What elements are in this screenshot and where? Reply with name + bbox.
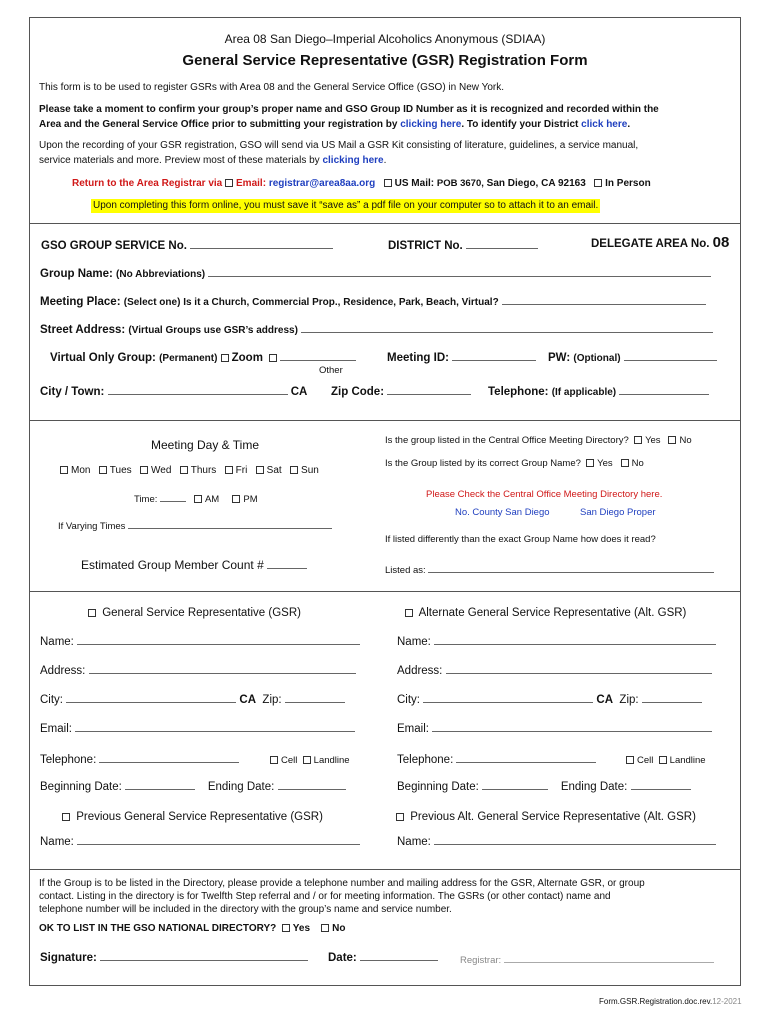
gsr-telephone-field[interactable]: Telephone: xyxy=(40,752,239,767)
alt-begin-input[interactable] xyxy=(482,779,548,790)
gsr-heading: General Service Representative (GSR) xyxy=(88,606,301,620)
city-town-field[interactable]: City / Town: CA xyxy=(40,386,308,398)
gsr-city-field[interactable]: City: CA Zip: xyxy=(40,692,345,707)
day-wed[interactable]: Wed xyxy=(140,465,171,476)
time-input[interactable] xyxy=(160,491,186,502)
directory-info-1: If the Group is to be listed in the Directory, please provide a telephone number and mailing address for the GSR, Alternate GSR, or group xyxy=(39,878,645,889)
alt-gsr-checkbox[interactable] xyxy=(405,609,413,617)
divider xyxy=(29,223,741,224)
day-sat[interactable]: Sat xyxy=(256,465,282,476)
alt-address-field[interactable]: Address: xyxy=(397,663,712,678)
varying-times-field[interactable]: If Varying Times xyxy=(58,518,332,534)
alt-name-field[interactable]: Name: xyxy=(397,634,716,649)
meeting-place-field[interactable]: Meeting Place: (Select one) Is it a Church, Commercial Prop., Residence, Park, Beach, Virtual? xyxy=(40,294,706,310)
date-field[interactable]: Date: xyxy=(328,950,438,965)
gsr-address-field[interactable]: Address: xyxy=(40,663,356,678)
directory-info-3: telephone number will be included in the directory with the group’s name and service number. xyxy=(39,904,452,915)
gsr-checkbox[interactable] xyxy=(88,609,96,617)
kit-text-1: Upon the recording of your GSR registration, GSO will send via US Mail a GSR Kit consisting of literature, guidelines, a service manual, xyxy=(39,140,639,151)
delegate-area: DELEGATE AREA No. 08 xyxy=(591,234,730,251)
form-revision: Form.GSR.Registration.doc.rev.12-2021 xyxy=(599,997,742,1006)
form-title: General Service Representative (GSR) Registration Form xyxy=(182,52,588,69)
alt-email-field[interactable]: Email: xyxy=(397,721,712,736)
org-name: Area 08 San Diego–Imperial Alcoholics Anonymous (SDIAA) xyxy=(224,32,546,46)
virtual-group-row: Virtual Only Group: (Permanent) Zoom xyxy=(50,350,356,366)
name-no-checkbox[interactable] xyxy=(621,459,629,467)
other-input[interactable] xyxy=(280,350,356,361)
signature-field[interactable]: Signature: xyxy=(40,950,308,965)
name-question: Is the Group listed by its correct Group Name? Yes No xyxy=(385,458,644,469)
am-checkbox[interactable] xyxy=(194,495,202,503)
directory-info-2: contact. Listing in the directory is for Twelfth Step referral and / or for meeting information. The GSRs (or other contact) name and xyxy=(39,891,611,902)
gsr-name-field[interactable]: Name: xyxy=(40,634,360,649)
day-sun[interactable]: Sun xyxy=(290,465,319,476)
prev-alt-checkbox[interactable] xyxy=(396,813,404,821)
day-tues[interactable]: Tues xyxy=(99,465,132,476)
group-lookup-link[interactable]: clicking here xyxy=(400,119,462,130)
dir-no-checkbox[interactable] xyxy=(668,436,676,444)
alt-gsr-heading: Alternate General Service Representative (Alt. GSR) xyxy=(405,606,686,620)
time-row: Time: AM PM xyxy=(134,491,258,507)
prev-gsr-checkbox[interactable] xyxy=(62,813,70,821)
day-fri[interactable]: Fri xyxy=(225,465,248,476)
gsr-landline-checkbox[interactable] xyxy=(303,756,311,764)
day-checkboxes xyxy=(60,464,319,478)
gso-number-field[interactable]: GSO GROUP SERVICE No. xyxy=(41,238,333,253)
in-person-checkbox[interactable] xyxy=(594,179,602,187)
gsr-email-field[interactable]: Email: xyxy=(40,721,355,736)
day-thurs[interactable]: Thurs xyxy=(180,465,217,476)
registrar-field: Registrar: xyxy=(460,952,714,968)
alt-end-input[interactable] xyxy=(631,779,691,790)
directory-question: Is the group listed in the Central Office Meeting Directory? Yes No xyxy=(385,435,692,446)
kit-text-2: service materials and more. Preview most of these materials by clicking here. xyxy=(39,155,387,166)
gsr-end-input[interactable] xyxy=(278,779,346,790)
dir-yes-checkbox[interactable] xyxy=(634,436,642,444)
return-line: Return to the Area Registrar via Email: registrar@area8aa.org US Mail: POB 3670, San Diego, CA 92163 In Person xyxy=(72,178,651,189)
prev-alt-heading: Previous Alt. General Service Representative (Alt. GSR) xyxy=(396,810,696,824)
ok-to-list-row: OK TO LIST IN THE GSO NATIONAL DIRECTORY? Yes No xyxy=(39,923,346,934)
gsr-begin-input[interactable] xyxy=(125,779,195,790)
check-directory-notice: Please Check the Central Office Meeting Directory here. xyxy=(426,489,663,500)
prev-alt-name-field[interactable]: Name: xyxy=(397,834,716,849)
save-notice: Upon completing this form online, you must save it “save as” a pdf file on your computer so to attach it to an email. xyxy=(93,200,599,211)
gsr-phone-type: Cell Landline xyxy=(270,754,350,768)
alt-dates: Beginning Date: Ending Date: xyxy=(397,779,691,794)
zoom-checkbox[interactable] xyxy=(221,354,229,362)
divider xyxy=(29,591,741,592)
alt-phone-type: Cell Landline xyxy=(626,754,706,768)
prev-gsr-heading: Previous General Service Representative (GSR) xyxy=(62,810,323,824)
kit-preview-link[interactable]: clicking here xyxy=(322,155,384,166)
email-checkbox[interactable] xyxy=(225,179,233,187)
intro-text: This form is to be used to register GSRs with Area 08 and the General Service Office (GSO) in New York. xyxy=(39,82,505,93)
other-checkbox[interactable] xyxy=(269,354,277,362)
divider xyxy=(29,420,741,421)
street-address-field[interactable]: Street Address: (Virtual Groups use GSR’s address) xyxy=(40,322,713,338)
listed-as-field[interactable]: Listed as: xyxy=(385,562,714,578)
alt-telephone-field[interactable]: Telephone: xyxy=(397,752,596,767)
confirm-text-2: Area and the General Service Office prior to submitting your registration by clicking here. To identify your District click here. xyxy=(39,119,631,130)
group-telephone-field[interactable]: Telephone: (If applicable) xyxy=(488,384,709,400)
day-mon[interactable]: Mon xyxy=(60,465,90,476)
gsr-dates: Beginning Date: Ending Date: xyxy=(40,779,346,794)
zip-code-field[interactable]: Zip Code: xyxy=(331,384,471,399)
alt-cell-checkbox[interactable] xyxy=(626,756,634,764)
confirm-text-1: Please take a moment to confirm your group’s proper name and GSO Group ID Number as it is recognized and recorded within the xyxy=(39,104,659,115)
meeting-title: Meeting Day & Time xyxy=(150,438,260,452)
north-county-link[interactable]: No. County San Diego xyxy=(455,507,550,518)
password-field[interactable]: PW: (Optional) xyxy=(548,350,717,366)
name-yes-checkbox[interactable] xyxy=(586,459,594,467)
other-caption: Other xyxy=(319,365,343,376)
alt-landline-checkbox[interactable] xyxy=(659,756,667,764)
ok-yes-checkbox[interactable] xyxy=(282,924,290,932)
district-link[interactable]: click here xyxy=(581,119,628,130)
san-diego-proper-link[interactable]: San Diego Proper xyxy=(580,507,656,518)
member-count-field[interactable]: Estimated Group Member Count # xyxy=(81,558,307,572)
meeting-id-field[interactable]: Meeting ID: xyxy=(387,350,536,365)
district-number-field[interactable]: DISTRICT No. xyxy=(388,238,538,253)
alt-city-field[interactable]: City: CA Zip: xyxy=(397,692,702,707)
different-name-question: If listed differently than the exact Group Name how does it read? xyxy=(385,534,656,545)
prev-gsr-name-field[interactable]: Name: xyxy=(40,834,360,849)
registrar-email-link[interactable]: registrar@area8aa.org xyxy=(268,178,376,189)
divider xyxy=(29,869,741,870)
us-mail-checkbox[interactable] xyxy=(384,179,392,187)
pm-checkbox[interactable] xyxy=(232,495,240,503)
ok-no-checkbox[interactable] xyxy=(321,924,329,932)
group-name-field[interactable]: Group Name: (No Abbreviations) xyxy=(40,266,711,282)
gsr-cell-checkbox[interactable] xyxy=(270,756,278,764)
